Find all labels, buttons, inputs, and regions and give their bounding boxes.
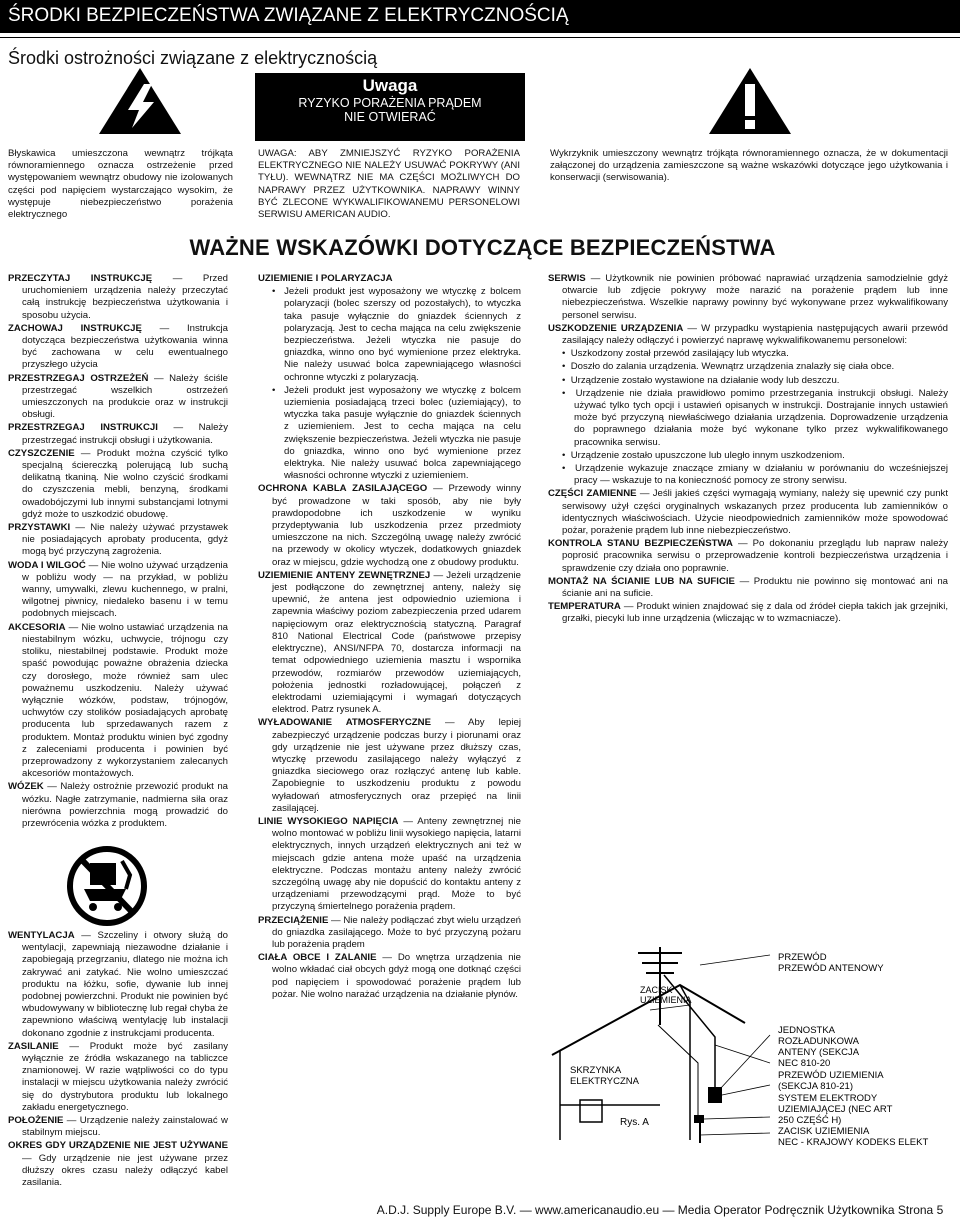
safety-item-heading: POŁOŻENIE: [8, 1115, 64, 1127]
safety-item-uszkodzenie-text: — W przypadku wystąpienia następujących awarii przewód zasilający należy odłączyć i powierzyć naprawę wykwalifikowanemu personelowi:: [562, 322, 948, 347]
damage-bullet-text: Urządzenie wykazuje znaczące zmiany w działaniu w porównaniu do wcześniejszej pracy — wskazuje to na konieczność pomocy ze strony serwisu.: [574, 463, 948, 487]
safety-item: [8, 781, 228, 830]
safety-item: [8, 522, 228, 559]
column-3: [548, 273, 948, 627]
safety-item-heading: WYŁADOWANIE ATMOSFERYCZNE: [258, 717, 431, 729]
figure-label-nec: NEC - KRAJOWY KODEKS ELEKT: [778, 1137, 929, 1145]
safety-item: [548, 488, 948, 537]
lightning-warning-icon: [98, 66, 183, 136]
damage-bullet: • Doszło do zalania urządzenia. Wewnątrz urządzenia znalazły się ciała obce.: [562, 361, 895, 373]
safety-item-uszkodzenie: [548, 323, 948, 347]
safety-item: [8, 1115, 228, 1139]
safety-item-text: — Jeżeli urządzenie jest podłączone do zewnętrznej anteny, należy się upewnić, że antena jest odpowiednio uziemiona i zapewnia właściwy poziom zabezpieczenia przed udarem napięciowym oraz elektrycznością statyczną. Paragraf 810 National Electrical Code (państwowe przepisy elektryczne), ANSI/NFPA 70, dostarcza informacji na temat odpowiedniego uziemienia masztu i wspornika przewodów, rozmiarów przewodów uziemiających, położenia jednostki rozładowującej, połączeń z elektrodami uziemiającymi i wymagań dotyczących elektrod. Patrz rysunek A.: [272, 569, 521, 716]
safety-item-heading: PRZECZYTAJ INSTRUKCJĘ: [8, 273, 153, 284]
safety-item-text: — Produktu nie powinno się montować ani na ścianie ani na suficie.: [562, 575, 948, 600]
safety-item-heading: PRZESTRZEGAJ OSTRZEŻEŃ: [8, 372, 149, 384]
safety-item-heading: TEMPERATURA: [548, 601, 621, 613]
safety-item-text: — Gdy urządzenie nie jest używane przez dłuższy okres czasu należy odłączyć kabel zasilania.: [22, 1152, 228, 1189]
header-bar: [0, 0, 960, 33]
damage-bullet-text: Urządzenie nie działa prawidłowo pomimo przestrzegania instrukcji obsługi. Należy używać tylko tych opcji i ustawień opisanych w instrukcji. Dostrajanie innych ustawień może być przyczyną niewłaściwego działania urządzenia. Doprowadzenie urządzenia do poprawnego działania może być wykonane tylko przez wykwalifikowanego pracownika serwisu.: [574, 387, 948, 448]
figure-label-system-elektrody: SYSTEM ELEKTRODY: [778, 1093, 878, 1104]
safety-item-text: — Nie wolno ustawiać urządzenia na niestabilnym wózku, uchwycie, trójnogu czy stoliku, niestabilnej podstawie. Produkt może spaść powodując poważne obrażenia dziecka czy dorosłego, może również sam ulec poważnemu uszkodzeniu. Należy używać wyłącznie wózków, podstaw, trójnogów, uchwytów czy stolików posiadających aprobatę producenta lub sprzedawanych razem z produktem. Montaż produktu winien być zgodny z zaleceniami producenta i powinien być przeprowadzony z wykorzystaniem zalecanych akcesoriów montażowych.: [22, 621, 228, 780]
figure-label-skrzynka: SKRZYNKA: [570, 1065, 622, 1076]
safety-item-heading: WENTYLACJA: [8, 930, 75, 941]
damage-bullet-text: Urządzenie zostało wystawione na działanie wody lub deszczu.: [570, 374, 840, 386]
warning-title: Uwaga: [362, 76, 418, 95]
figure-label-przewod-antenowy: PRZEWÓD ANTENOWY: [778, 963, 884, 974]
safety-item: [258, 952, 521, 1001]
safety-item: [8, 448, 228, 521]
safety-item-text: — Szczeliny i otwory służą do wentylacji, zapewniają niezawodne działanie i zapobiegają przegrzaniu, dlatego nie można ich zakrywać ani zatykać. Nie wolno umieszczać produktu na łóżku, sofie, dywanie lub innej podobnej powierzchni. Produkt nie powinien być wbudowywany w bibliotecznę lub regał chyba że zapewniono właściwą wentylację lub instalacji dokonano zgodnie z instrukcjami producenta.: [22, 930, 228, 1039]
antenna-grounding-figure: [540, 945, 955, 1145]
polarization-bullet-text: Jeżeli produkt jest wyposażony we wtyczkę z bolcem polaryzacji (bolec szerszy od pozostałych), to wtyczka taka pasuje wyłącznie do gniazdek ściennych z polaryzacją. Jest to cecha mająca na celu zwiększenie bezpieczeństwa. Jeżeli wtyczka nie pasuje do gniazdka, winno ono być wymienione przez elektryka. Nie należy usuwać bolca zapewniającego własności ochronne wtyczki z polaryzacją.: [284, 286, 521, 383]
figure-label-zacisk-uziemienia: ZACISK UZIEMIENIA: [778, 1126, 870, 1137]
column-1-lower: [8, 930, 228, 1190]
safety-item-heading: CIAŁA OBCE I ZALANIE: [258, 952, 377, 964]
safety-item-heading: CZYSZCZENIE: [8, 447, 75, 459]
damage-bullet: • Urządzenie wykazuje znaczące zmiany w działaniu w porównaniu do wcześniejszej pracy — wskazuje to na konieczność pomocy ze strony serwisu.: [562, 463, 948, 487]
safety-item-heading: AKCESORIA: [8, 621, 66, 633]
polarization-bullet: • Jeżeli produkt jest wyposażony we wtyczkę z bolcem polaryzacji (bolec szerszy od pozostałych), to wtyczka taka pasuje wyłącznie do gniazdek ściennych z polaryzacją. Jest to cecha mająca na celu zwiększenie bezpieczeństwa. Jeżeli wtyczka nie pasuje do gniazdka, winno ono być wymienione przez elektryka. Nie należy usuwać bolca zapewniającego własności ochronne wtyczki z polaryzacją.: [272, 286, 521, 383]
safety-item: [8, 1140, 228, 1189]
center-caption: UWAGA: ABY ZMNIEJSZYĆ RYZYKO PORAŻENIA ELEKTRYCZNEGO NIE NALEŻY USUWAĆ POKRYWY (ANI TYŁU). WEWNĄTRZ NIE MA CZĘŚCI MOŻLIWYCH DO NAPRAWY PRZEZ UŻYTKOWNIKA. NAPRAWY WINNY BYĆ ZLECONE WYKWALIFIKOWANEMU PERSONELOWI SERWISU AMERICAN AUDIO.: [258, 148, 520, 221]
column-2: [258, 273, 521, 1002]
safety-item-heading: ZACHOWAJ INSTRUKCJĘ: [8, 322, 142, 334]
figure-label-nec-810-20: NEC 810-20: [778, 1058, 831, 1069]
safety-item-text: — Nie należy podłączać zbyt wielu urządzeń do gniazdka zasilającego. Może to być przyczyną pożaru lub porażenia prądem: [272, 914, 521, 950]
polarization-heading: UZIEMIENIE I POLARYZACJA: [258, 273, 393, 284]
polarization-section: [258, 273, 521, 285]
figure-label-rozladunkowa: ROZŁADUNKOWA: [778, 1036, 859, 1047]
safety-item-heading: UZIEMIENIE ANTENY ZEWNĘTRZNEJ: [258, 569, 431, 581]
column-1: [8, 273, 228, 831]
safety-item: [8, 622, 228, 781]
safety-item-text: — Przed uruchomieniem urządzenia należy przeczytać całą instrukcję bezpieczeństwa użytkowania i sposobu użycia.: [22, 273, 228, 321]
warning-box: [255, 73, 525, 141]
figure-label-jednostka: JEDNOSTKA: [778, 1025, 836, 1036]
safety-item: [258, 570, 521, 716]
safety-item-text: — Produkt może być zasilany wyłącznie ze źródła wskazanego na tabliczce znamionowej. W razie wątpliwości co do typu instalacji w miejscu użytkowania należy zwrócić się do dystrybutora produktu lub lokalnego zakładu energetycznego.: [22, 1040, 228, 1113]
figure-label-zacisk: ZACISK: [640, 985, 673, 995]
damage-bullet: • Uszkodzony został przewód zasilający lub wtyczka.: [562, 348, 789, 360]
exclamation-caption: Wykrzyknik umieszczony wewnątrz trójkąta równoramiennego oznacza, że w dokumentacji załączonej do urządzenia zamieszczone są ważne wskazówki dotyczące jego użytkowania i konserwacji (serwisowania).: [550, 148, 948, 184]
safety-item-text: — Produkt winien znajdować się z dala od źródeł ciepła takich jak grzejniki, grzałki, piecyki lub inne urządzenia (wliczając w to wzmacniacze).: [562, 601, 948, 625]
safety-item-text: — Aby lepiej zabezpieczyć urządzenie podczas burzy i piorunami oraz gdy urządzenie nie jest używane przez dłuższy czas, wtyczkę przewodu zasilającego należy wyłączyć z gniazdka sieciowego oraz rozłączyć antenę lub kable. Zapobiegnie to uszkodzeniu produktu z powodu wyładowań atmosferycznych oraz przepięć na linii zasilającej.: [272, 717, 521, 814]
safety-item-heading: PRZESTRZEGAJ INSTRUKCJI: [8, 422, 158, 434]
damage-bullet: • Urządzenie zostało upuszczone lub uległo innym uszkodzeniom.: [562, 449, 845, 461]
safety-item-heading: WÓZEK: [8, 781, 44, 793]
safety-item-heading: ZASILANIE: [8, 1040, 59, 1052]
figure-label-uziemiajacej: UZIEMIAJĄCEJ (NEC ART: [778, 1104, 893, 1115]
footer-text: A.D.J. Supply Europe B.V. — www.americanaudio.eu — Media Operator Podręcznik Użytkownika Strona 5: [376, 1203, 944, 1217]
header-title: ŚRODKI BEZPIECZEŃSTWA ZWIĄZANE Z ELEKTRYCZNOŚCIĄ: [8, 5, 569, 26]
safety-item-text: — Należy ściśle przestrzegać wszelkich ostrzeżeń umieszczonych na produkcie oraz w instrukcji obsługi.: [22, 372, 228, 421]
safety-item-serwis: [548, 273, 948, 322]
safety-item-heading: MONTAŻ NA ŚCIANIE LUB NA SUFICIE: [548, 575, 735, 587]
figure-label-przewod: PRZEWÓD: [778, 952, 827, 963]
safety-item-text: — Nie należy używać przystawek nie posiadających aprobaty producenta, gdyż mogą być przyczyną zagrożenia.: [22, 522, 228, 558]
figure-label-rys-a: Rys. A: [620, 1117, 649, 1128]
safety-item-heading: PRZYSTAWKI: [8, 522, 71, 534]
safety-item-heading: OKRES GDY URZĄDZENIE NIE JEST UŻYWANE: [8, 1140, 228, 1152]
safety-item-text: — Należy ostrożnie przewozić produkt na wózku. Nagłe zatrzymanie, nadmierna siła oraz nierówna powierzchnia mogą prowadzić do przewrócenia wózka z produktem.: [22, 781, 228, 829]
figure-label-elektryczna: ELEKTRYCZNA: [570, 1076, 639, 1087]
safety-item: [8, 560, 228, 621]
main-title: WAŻNE WSKAZÓWKI DOTYCZĄCE BEZPIECZEŃSTWA: [189, 235, 776, 260]
no-cart-icon: [60, 845, 155, 927]
safety-item-heading: PRZECIĄŻENIE: [258, 914, 329, 926]
safety-item-heading: WODA I WILGOĆ: [8, 559, 86, 571]
safety-item-heading: KONTROLA STANU BEZPIECZEŃSTWA: [548, 538, 733, 550]
damage-bullet: • Urządzenie zostało wystawione na działanie wody lub deszczu.: [562, 374, 840, 386]
safety-item-uszkodzenie-heading: USZKODZENIE URZĄDZENIA: [548, 322, 684, 334]
safety-item-text: — Instrukcja dotycząca bezpieczeństwa użytkowania winna być zachowana w celu ewentualnego przyszłego użycia: [22, 322, 228, 371]
safety-item-text: — Produkt można czyścić tylko specjalną ściereczką polerującą lub suchą delikatną tkaniną. Nie wolno czyścić środkami do czyszczenia mebli, benzyną, środkami owadobójczymi lub innymi substancjami lotnymi gdyż może to uszkodzić obudowę.: [22, 447, 228, 520]
safety-item-text: — Nie wolno używać urządzenia w pobliżu wody — na przykład, w pobliżu wanny, umywalki, zlewu kuchennego, w pralni, wilgotnej piwnicy, niedaleko basenu i w temu podobnych miejscach.: [22, 559, 229, 620]
figure-label-sekcja-810-21: (SEKCJA 810-21): [778, 1081, 853, 1092]
safety-item: [8, 323, 228, 372]
safety-item: [8, 930, 228, 1040]
warning-line-2: NIE OTWIERAĆ: [344, 110, 436, 124]
polarization-bullet-text: Jeżeli produkt jest wyposażony we wtyczkę z bolcem uziemienia posiadającą trzeci bolec (uziemiający), to wtyczka taka pasuje wyłącznie do gniazdek ściennych z uziemieniem. Jest to cecha mająca na celu zwiększenie bezpieczeństwa. Jeżeli wtyczka nie pasuje do gniazdka, winno ono być wymienione przez elektryka. Nie należy usuwać bolca zapewniającego własności ochronne wtyczki z uziemieniem.: [284, 384, 521, 482]
safety-item: [8, 422, 228, 446]
safety-item: [8, 273, 228, 322]
safety-item-heading: LINIE WYSOKIEGO NAPIĘCIA: [258, 815, 399, 827]
safety-item-text: — Anteny zewnętrznej nie wolno montować w pobliżu linii wysokiego napięcia, latarni elektrycznych, innych urządzeń elektrycznych ani też w miejscach gdzie antena może upaść na urządzenia elektryczne. Podczas montażu anteny należy zwrócić szczególną uwagę aby nie dopuścić do kontaktu anteny z urządzeniami przewodzącymi prąd. Może to być przyczyną śmiertelnego porażenia prądem.: [272, 815, 521, 913]
safety-item: [258, 483, 521, 568]
safety-item-text: — Urządzenie należy zainstalować w stabilnym miejscu.: [22, 1115, 228, 1139]
safety-item: [548, 601, 948, 625]
safety-item: [548, 538, 948, 575]
figure-label-anteny: ANTENY (SEKCJA: [778, 1047, 860, 1058]
safety-item-text: — Po dokonaniu przeglądu lub napraw należy poprosić pracownika serwisu o przeprowadzenie kontroli bezpieczeństwa urządzenia i sprawdzenie czy działa ono poprawnie.: [562, 538, 948, 574]
exclamation-warning-icon: [708, 66, 793, 136]
damage-bullet: • Urządzenie nie działa prawidłowo pomimo przestrzegania instrukcji obsługi. Należy używać tylko tych opcji i ustawień opisanych w instrukcji. Dostrajanie innych ustawień może być przyczyną niewłaściwego działania urządzenia. Doprowadzenie urządzenia do poprawnego działania może być wykonane tylko przez wykwalifikowanego pracownika serwisu.: [562, 387, 948, 448]
damage-bullet-text: Uszkodzony został przewód zasilający lub wtyczka.: [570, 348, 789, 360]
damage-bullet-text: Doszło do zalania urządzenia. Wewnątrz urządzenia znalazły się ciała obce.: [570, 361, 895, 373]
safety-item: [548, 576, 948, 600]
warning-line-1: RYZYKO PORAŻENIA PRĄDEM: [298, 96, 482, 110]
section-subtitle: Środki ostrożności związane z elektrycznością: [8, 48, 378, 68]
figure-label-przewod-uziemienia: PRZEWÓD UZIEMIENIA: [778, 1070, 884, 1081]
safety-item-text: — Do wnętrza urządzenia nie wolno wkładać ciał obcych gdyż mogą one dotknąć części pod napięciem i spowodować porażenie prądem lub pożar. Nie wolno narażać urządzenia na działanie płynów.: [272, 952, 521, 1000]
figure-label-uziemienia: UZIEMIENIA: [640, 995, 692, 1005]
damage-bullet-text: Urządzenie zostało upuszczone lub uległo innym uszkodzeniom.: [570, 449, 845, 461]
safety-item: [8, 373, 228, 422]
polarization-bullet: • Jeżeli produkt jest wyposażony we wtyczkę z bolcem uziemienia posiadającą trzeci bolec (uziemiający), to wtyczka taka pasuje wyłącznie do gniazdek ściennych z uziemieniem. Jest to cecha mająca na celu zwiększenie bezpieczeństwa. Jeżeli wtyczka nie pasuje do gniazdka, winno ono być wymienione przez elektryka. Nie należy usuwać bolca zapewniającego własności ochronne wtyczki z uziemieniem.: [272, 384, 521, 482]
safety-item: [258, 915, 521, 952]
safety-item-text: — Należy przestrzegać instrukcji obsługi i użytkowania.: [22, 422, 229, 446]
safety-item-heading: OCHRONA KABLA ZASILAJĄCEGO: [258, 483, 428, 495]
safety-item-heading: CZĘŚCI ZAMIENNE: [548, 488, 637, 500]
page-footer: [0, 1203, 960, 1217]
lightning-caption: Błyskawica umieszczona wewnątrz trójkąta równoramiennego oznacza ostrzeżenie przed występowaniem wewnątrz obudowy nie izolowanych części pod napięciem wystarczająco wysokim, że występuje niebezpieczeństwo porażenia elektrycznego: [8, 148, 233, 221]
safety-item-text: — Przewody winny być prowadzone w taki sposób, aby nie były prawdopodobne ich uszkodzenie w wyniku przydeptywania lub uszkodzenia przez przedmioty umieszczone na nich. Szczególną uwagę należy zwrócić na przewody w okolicy wtyczek, dodatkowych gniazdek oraz w miejscu, gdzie wychodzą one z obudowy produktu.: [272, 483, 521, 568]
safety-item-text: — Jeśli jakieś części wymagają wymiany, należy się upewnić czy punkt serwisowy użył części oryginalnych wskazanych przez producenta lub zamienników o identycznych właściwościach. Użycie nieodpowiednich zamienników może spowodować pożar, porażenie prądem lub inne niebezpieczeństwo.: [562, 488, 948, 537]
divider: [0, 37, 960, 38]
safety-item: [258, 816, 521, 914]
safety-item-serwis-heading: SERWIS: [548, 273, 586, 284]
safety-item: [258, 717, 521, 815]
safety-item-serwis-text: — Użytkownik nie powinien próbować naprawiać urządzenia samodzielnie gdyż otwarcie lub zdjęcie pokrywy może narazić na porażenie prądem lub inne niebezpieczeństwa. Wszelkie naprawy powinny być wykonywane przez wykwalifikowany personel serwisu.: [562, 273, 948, 321]
safety-item: [8, 1041, 228, 1114]
figure-label-250-czesc-h: 250 CZĘŚĆ H): [778, 1115, 842, 1126]
